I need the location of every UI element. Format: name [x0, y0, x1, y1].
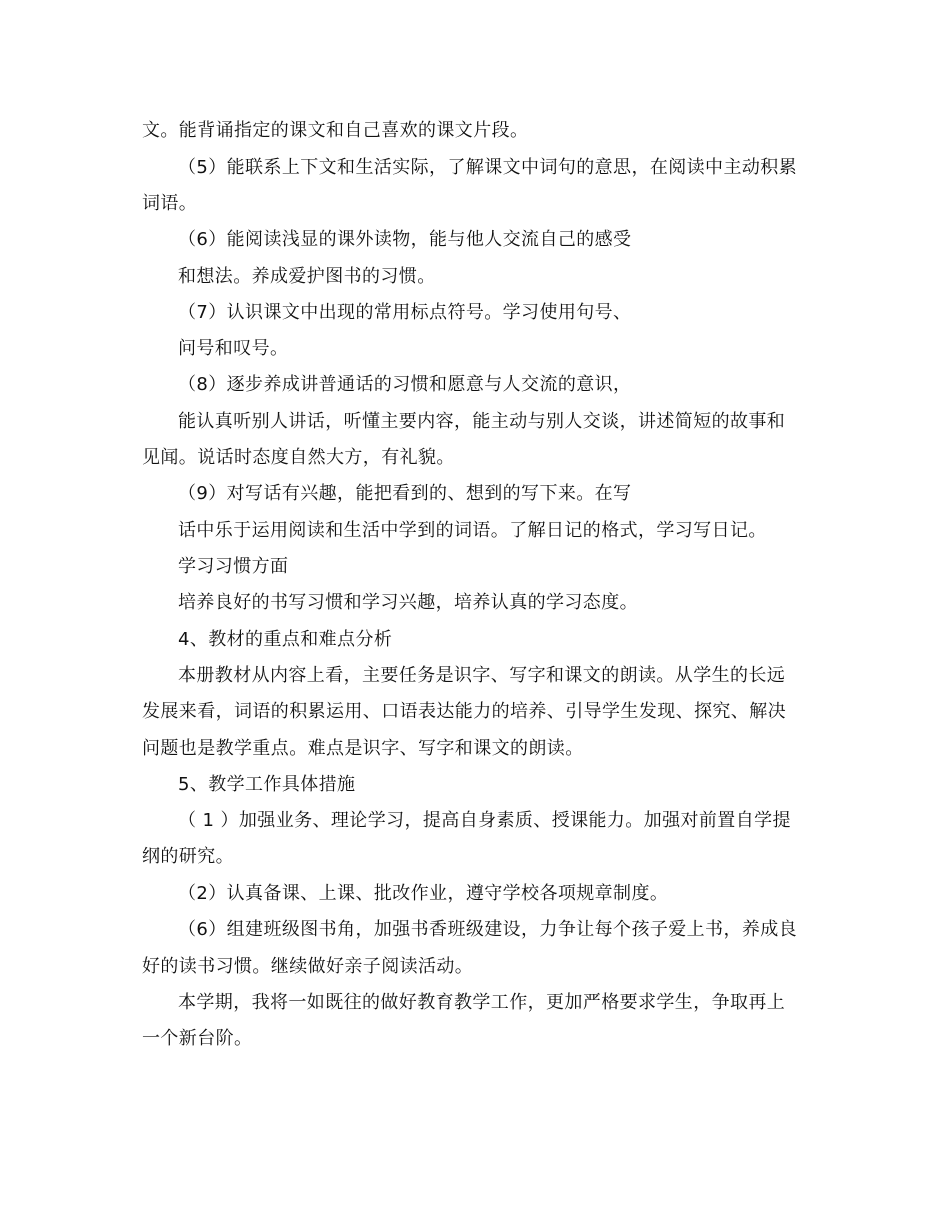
text-line: 纲的研究。 — [142, 846, 234, 867]
text-line: （6）组建班级图书角，加强书香班级建设，力争让每个孩子爱上书，养成良 — [178, 919, 798, 940]
text-line: 一个新台阶。 — [142, 1028, 253, 1049]
section-heading: 5、教学工作具体措施 — [178, 774, 356, 795]
text-line: （ 1 ）加强业务、理论学习，提高自身素质、授课能力。加强对前置自学提 — [178, 810, 791, 831]
text-line: 发展来看，词语的积累运用、口语表达能力的培养、引导学生发现、探究、解决 — [142, 701, 786, 722]
text-line: （6）能阅读浅显的课外读物，能与他人交流自己的感受 — [178, 229, 632, 250]
text-line: （9）对写话有兴趣，能把看到的、想到的写下来。在写 — [178, 483, 632, 504]
text-line: 话中乐于运用阅读和生活中学到的词语。了解日记的格式，学习写日记。 — [178, 520, 767, 541]
text-line: 问号和叹号。 — [178, 338, 289, 359]
section-heading: 4、教材的重点和难点分析 — [178, 629, 393, 650]
text-line: 文。能背诵指定的课文和自己喜欢的课文片段。 — [142, 120, 529, 141]
text-line: （8）逐步养成讲普通话的习惯和愿意与人交流的意识， — [178, 374, 632, 395]
text-line: 本学期，我将一如既往的做好教育教学工作，更加严格要求学生，争取再上 — [178, 992, 786, 1013]
text-line: 培养良好的书写习惯和学习兴趣，培养认真的学习态度。 — [178, 592, 638, 613]
text-line: 问题也是教学重点。难点是识字、写字和课文的朗读。 — [142, 738, 584, 759]
text-line: 和想法。养成爱护图书的习惯。 — [178, 266, 436, 287]
text-line: 本册教材从内容上看，主要任务是识字、写字和课文的朗读。从学生的长远 — [178, 665, 786, 686]
text-line: 好的读书习惯。继续做好亲子阅读活动。 — [142, 956, 474, 977]
text-line: （5）能联系上下文和生活实际，了解课文中词句的意思，在阅读中主动积累 — [178, 157, 798, 178]
text-line: （2）认真备课、上课、批改作业，遵守学校各项规章制度。 — [178, 883, 669, 904]
text-line: 能认真听别人讲话，听懂主要内容，能主动与别人交谈，讲述简短的故事和 — [178, 411, 786, 432]
section-heading: 学习习惯方面 — [178, 556, 289, 577]
text-line: 词语。 — [142, 193, 198, 214]
text-line: （7）认识课文中出现的常用标点符号。学习使用句号、 — [178, 302, 632, 323]
text-line: 见闻。说话时态度自然大方，有礼貌。 — [142, 447, 455, 468]
